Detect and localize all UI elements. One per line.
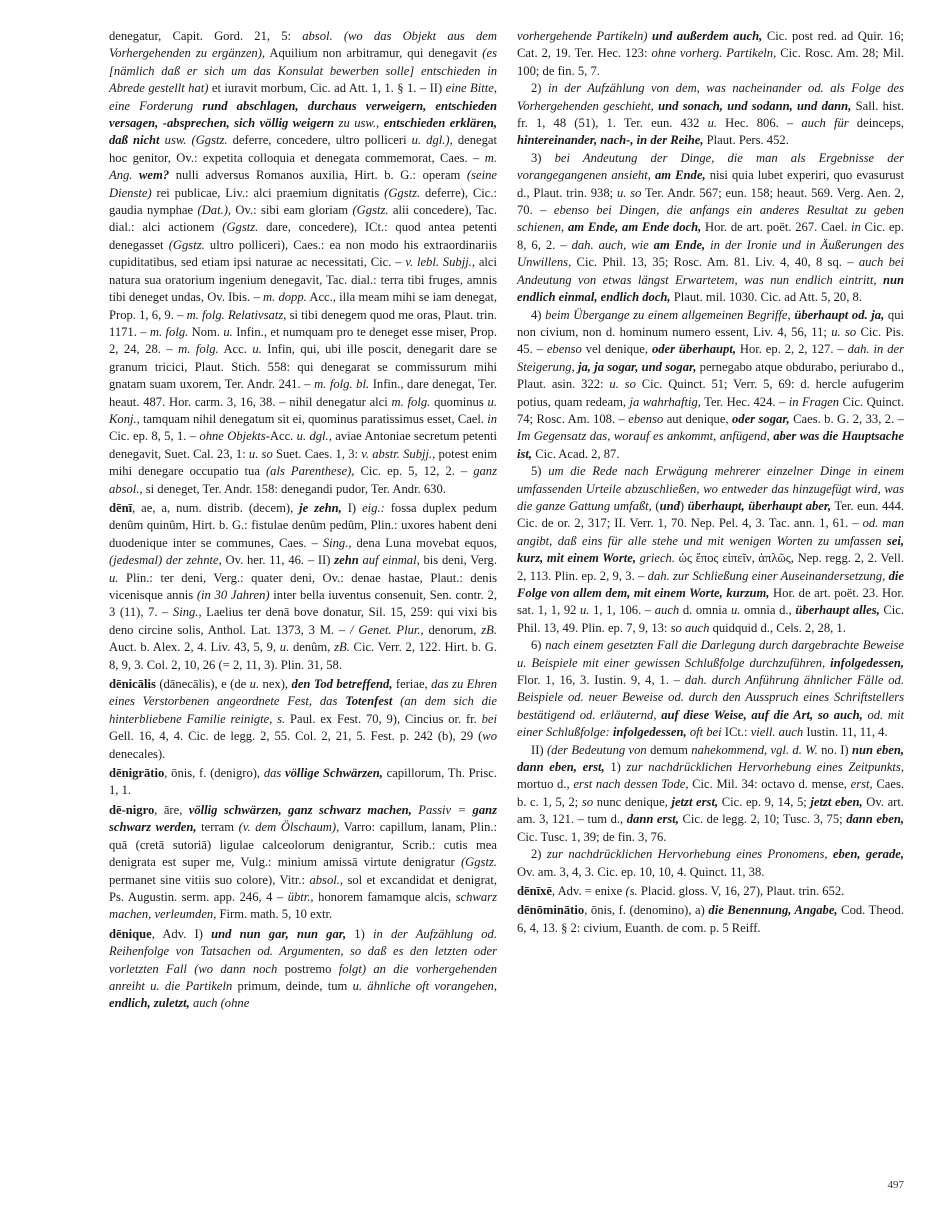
text-run: Cic. Pis. 45. – xyxy=(517,324,904,357)
italic-run: u. xyxy=(249,677,260,692)
translation-run: sei, kurz, mit einem Worte, xyxy=(517,533,905,566)
italic-run: schwarz machen, verleumden, xyxy=(109,889,497,922)
text-run: si deneget, Ter. Andr. 158: denegandi pudor, Ter. Andr. 630. xyxy=(142,481,446,496)
italic-run: (an dem sich die hinterbliebene Familie reinigte, s. xyxy=(109,694,497,726)
italic-run: u. xyxy=(707,116,718,131)
italic-run: (Ggstz. xyxy=(384,185,421,200)
text-run: Cic. de legg. 2, 10; Tusc. 3, 75; xyxy=(678,812,847,827)
italic-run: (Ggstz. xyxy=(352,203,389,218)
italic-run: nach einem gesetzten Fall die Darlegung durch dargebrachte Beweise u. Beispiele mit einer gewissen Schlußfolge durchzuführen, xyxy=(517,638,905,670)
italic-run: (s. xyxy=(625,883,638,898)
italic-run: ebenso bei Dingen, die anfangs ein anderes Resultat zu geben schienen, xyxy=(517,203,904,235)
text-run: Cic. Phil. 13, 49. Plin. ep. 7, 9, 13: xyxy=(517,603,904,635)
italic-run: auch für xyxy=(801,116,849,131)
left-column xyxy=(109,28,497,1013)
italic-run: od. mit einer Schlußfolge: xyxy=(517,707,905,740)
text-run: potest enim mihi denegare occupatio tua xyxy=(109,446,498,479)
italic-run: in der Ironie und in Äußerungen des Unwillens, xyxy=(517,237,904,270)
text-run: 2) xyxy=(531,847,547,862)
italic-run: (Ggstz. xyxy=(222,220,259,235)
text-run: 1) xyxy=(346,926,373,941)
text-run: Cic. Quinct. 51; Verr. 5, 69: d. hercle aufugerim potius, quam redeam, xyxy=(517,377,904,409)
text-run: Plin.: ter deni, Verg.: quater deni, Ov.: denae hastae, Plaut.: denis vicenisque annis xyxy=(109,570,497,602)
italic-run: auch (ohne xyxy=(192,996,250,1011)
italic-run: auch xyxy=(654,603,680,618)
italic-run: viell. auch xyxy=(750,725,804,740)
text-run: Caes. b. G. 2, 33, 2. – xyxy=(789,411,904,426)
text-run: tamquam nihil denegatum sit ei, quominus paratissimus esset, Cael. xyxy=(139,411,488,426)
text-run: Ter. Andr. 567; eun. 158; heaut. 569. Verg. Aen. 2, 70. – xyxy=(517,185,904,218)
italic-run: in der Aufzählung od. Reihenfolge von Tatsachen od. Argumenten, so daß es den letzten oder vorletzten Fall (wo dann noch xyxy=(109,926,497,976)
entry-paragraph xyxy=(517,883,904,900)
italic-run: so xyxy=(581,794,594,809)
headword: dēnī xyxy=(109,500,133,515)
italic-run: ohne Objekts xyxy=(199,429,266,444)
italic-run: (als Parenthese), xyxy=(265,464,355,479)
text-run: Ter. Hec. 424. – xyxy=(700,394,789,409)
translation-run: die Benennung, Angabe, xyxy=(708,903,838,918)
text-run: nisi quia lubet experiri, quo evasurust d., Plaut. trin. 938; xyxy=(517,168,905,200)
text-run: 1, 1, 106. – xyxy=(589,603,655,618)
italic-run: absol., xyxy=(309,872,344,887)
translation-run: dann eben, xyxy=(846,812,904,827)
italic-run: m. folg. Relativsatz, xyxy=(186,307,287,322)
text-run: Cic. ep. 9, 14, 5; xyxy=(718,794,811,809)
italic-run: (es [nämlich daß er sich um das Konsulat bewerben solle] entschieden in Abrede gestellt hat) xyxy=(109,46,497,96)
text-run: Hor. de art. poët. 23. Hor. sat. 1, 1, 92 xyxy=(517,586,904,618)
italic-run: absol. (wo das Objekt aus dem Vorhergehenden zu ergänzen), xyxy=(109,29,497,61)
text-run: Flor. 1, 16, 3. Iustin. 9, 4, 1. – xyxy=(517,673,685,688)
text-run: 3) xyxy=(531,150,555,165)
italic-run: in der Aufzählung von dem, was nacheinander od. als Folge des Vorhergehenden geschieht, xyxy=(517,81,904,113)
text-run: capillorum, Th. Prisc. 1, 1. xyxy=(109,766,498,798)
italic-run: erst nach dessen Tode, xyxy=(573,777,689,792)
text-run: (dānecālis), e (de xyxy=(155,677,250,692)
italic-run: (in 30 Jahren) xyxy=(196,588,270,602)
italic-run: u. so xyxy=(609,377,636,392)
italic-run: u. xyxy=(223,324,233,339)
translation-run: überhaupt od. ja, xyxy=(794,307,885,322)
text-run: denûm, xyxy=(289,640,335,655)
italic-run: u. dgl.), xyxy=(411,133,453,148)
italic-run: u. so xyxy=(248,446,273,461)
text-run: Firm. math. 5, 10 extr. xyxy=(216,907,333,922)
page-number: 497 xyxy=(887,1179,904,1191)
text-run: d. omnia xyxy=(679,603,731,618)
text-run: qui non civium, non d. hominum numero essent, Liv. 4, 56, 11; xyxy=(517,307,905,339)
text-run: alii concedere), Tac. dial.: alci actionem xyxy=(109,203,498,235)
text-run: Plaut. mil. 1030. Cic. ad Att. 5, 20, 8. xyxy=(670,290,862,305)
text-run: 4) xyxy=(531,307,546,322)
text-run: ) xyxy=(679,498,688,513)
text-run: Cic. Quinct. 74; Rosc. Am. 108. – xyxy=(517,394,905,426)
italic-run: m. folg. xyxy=(391,394,431,409)
italic-run: ja wahrhaftig, xyxy=(629,394,701,409)
headword: dēnigrātio xyxy=(109,766,165,781)
text-run: -Acc. xyxy=(265,429,297,444)
translation-run: und sonach, und sodann, und dann, xyxy=(658,98,852,113)
italic-run: u. xyxy=(252,342,262,357)
text-run: honorem famamque alcis, xyxy=(313,889,456,904)
italic-run: Passiv = xyxy=(418,802,467,817)
headword: dēnicālis xyxy=(109,677,156,692)
translation-run: überhaupt alles, xyxy=(795,603,880,618)
italic-run: in Fragen xyxy=(788,394,840,409)
translation-run: den Tod betreffend, xyxy=(291,677,393,692)
text-run: denegatur, Capit. Gord. 21, 5: xyxy=(109,29,303,43)
text-run: Cic. ep. 8, 5, 1. – xyxy=(109,429,200,444)
italic-run: so auch xyxy=(670,620,710,635)
text-run: denegat hoc genitor, Ov.: expetita colloquia et denegata commemorat, Caes. – xyxy=(109,133,497,165)
translation-run: eben, gerade, xyxy=(832,847,904,862)
entry-paragraph xyxy=(109,500,497,674)
text-run: dare, concedere), ICt.: quod antea petenti denegasset xyxy=(109,220,497,252)
italic-run: zur nachdrücklichen Hervorhebung eines Zeitpunkts, xyxy=(626,760,904,775)
text-run: deinceps, xyxy=(848,116,905,131)
translation-run: völlige Schwärzen, xyxy=(285,766,383,781)
text-run: Ov. her. 11, 46. – II) xyxy=(221,553,335,568)
translation-run: rund abschlagen, durchaus verweigern, entschieden versagen, -absprechen, sich völlig weigern xyxy=(109,98,497,131)
text-run: 1) xyxy=(604,760,627,775)
italic-run: ebenso xyxy=(546,342,582,357)
translation-run: infolgedessen, xyxy=(830,655,904,670)
italic-run: u. ähnliche oft vorangehen, xyxy=(352,978,497,993)
italic-run: (v. dem Ölschaum), xyxy=(238,820,340,835)
text-run: Cod. Theod. 6, 4, 13. § 2: civium, Euanth. de com. p. 5 Reiff. xyxy=(517,903,904,935)
text-run: , āre, xyxy=(154,802,189,817)
italic-run: u. xyxy=(580,603,590,618)
text-run: 6) xyxy=(531,638,546,653)
italic-run: zu usw., xyxy=(338,116,380,131)
text-run: Iustin. 11, 11, 4. xyxy=(803,725,888,740)
text-run: vel denique, xyxy=(581,342,652,357)
italic-run: m. Ang. xyxy=(109,150,497,183)
entry-paragraph xyxy=(517,28,904,80)
entry-paragraph xyxy=(517,742,904,846)
entry-paragraph xyxy=(517,307,904,464)
italic-run: Im Gegensatz das, worauf es ankommt, anfügend, xyxy=(517,429,770,444)
text-run xyxy=(392,694,400,708)
text-run: Cic. ep. 8, 6, 2. – xyxy=(517,220,904,252)
translation-run: je zehn, xyxy=(299,500,342,515)
text-run: ὡς ἔπος εἰπεῖν, ἁπλῶς, Nep. regg. 2, 2. Vell. 2, 113. Plin. ep. 2, 9, 3. – xyxy=(517,551,904,583)
italic-run: m. folg. xyxy=(178,342,219,357)
italic-run: folgt) an die vorhergehenden anreiht u. die Partikeln xyxy=(109,961,497,993)
text-run: demum xyxy=(646,742,692,757)
text-run: permanet sine vitiis suo colore), Vitr.: xyxy=(109,872,310,887)
entry-paragraph xyxy=(109,765,497,800)
text-run: mortuo d., xyxy=(517,777,574,792)
text-run: Hor. de art. poët. 267. Cael. xyxy=(701,220,851,235)
italic-run: ganz absol., xyxy=(109,464,497,496)
text-run: Cic. post red. ad Quir. 16; Cat. 2, 19. Ter. Hec. 123: xyxy=(517,29,904,61)
italic-run: übtr., xyxy=(287,889,314,904)
text-run: Suet. Caes. 1, 3: xyxy=(272,446,362,461)
text-run: si tibi denegem quod me oras, Plaut. trin. 1171. – xyxy=(109,307,497,339)
italic-run: dah. zur Schließung einer Auseinandersetzung, xyxy=(647,568,886,583)
text-run: no. I) xyxy=(817,742,852,757)
italic-run: Sing., xyxy=(172,605,202,620)
text-run: , Adv. I) xyxy=(151,926,212,941)
text-run: Ov. art. am. 3, 121. – tum d., xyxy=(517,794,905,827)
italic-run: m. folg. bl. xyxy=(314,377,370,392)
italic-run: (Ggstz. xyxy=(460,855,497,870)
text-run: quidquid d., Cels. 2, 28, 1. xyxy=(709,620,846,635)
italic-run: u. xyxy=(279,640,290,655)
text-run: Plaut. Pers. 452. xyxy=(703,133,789,148)
italic-run: dah. auch, wie xyxy=(571,237,649,252)
italic-run: dah. in der Steigerung, xyxy=(517,342,904,374)
translation-run: Totenfest xyxy=(345,694,393,709)
italic-run: (jedesmal) der zehnte, xyxy=(109,553,222,568)
entry-paragraph xyxy=(517,80,904,150)
italic-run: erst, xyxy=(850,777,873,792)
text-run: primum, deinde, tum xyxy=(232,978,353,993)
italic-run: wo xyxy=(482,729,497,744)
text-run: Infin., dare denegat, Ter. heaut. 487. Hor. carm. 3, 16, 38. – nihil denegatur alci xyxy=(109,377,497,409)
text-run: rei publicae, Liv.: alci praemium dignitatis xyxy=(151,185,385,200)
text-run: Ter. eun. 444. Cic. de or. 2, 317; II. Verr. 1, 70. Nep. Pel. 4, 3. Tac. ann. 1, 61. – xyxy=(517,498,905,531)
italic-run: bei Andeutung der Dinge, die man als Ergebnisse der vorangegangenen ansieht, xyxy=(517,150,904,183)
translation-run: zehn xyxy=(334,553,359,568)
text-run: et iuravit morbum, Cic. ad Att. 1, 1. § 1. – II) xyxy=(208,81,446,96)
text-run: Placid. gloss. V, 16, 27), Plaut. trin. 652. xyxy=(637,883,845,898)
text-run: denorum, xyxy=(423,622,482,637)
italic-run: in xyxy=(851,220,861,235)
translation-run: und nun gar, nun gar, xyxy=(211,926,347,941)
text-run: Infin, qui, ubi ille poscit, denegarit dare se granum tricici, Plaut. Stich. 558: qui denegarat se commissurum mihi gnatam suam uxorem, Ter. Andr. 241. – xyxy=(109,342,497,392)
translation-run: endlich, zuletzt, xyxy=(109,996,190,1011)
italic-run: zB. xyxy=(481,622,497,637)
text-run: pernegabo atque obdurabo, periurabo d., Plaut. asin. 322: xyxy=(517,359,904,392)
text-run: Hec. 806. – xyxy=(717,116,802,131)
entry-paragraph xyxy=(517,150,904,307)
text-run: Auct. b. Alex. 2, 4. Liv. 43, 5, 9, xyxy=(109,640,280,655)
italic-run: nahekommend, vgl. d. W. xyxy=(691,742,818,757)
text-run: , ōnis, f. (denigro), xyxy=(164,766,264,781)
translation-run: oder sogar, xyxy=(732,411,790,426)
entry-paragraph xyxy=(109,802,497,924)
translation-run: ganz schwarz werden, xyxy=(109,802,498,835)
translation-run: oder überhaupt, xyxy=(651,342,736,357)
text-run: Laelius ter denā bove donatur, Sil. 15, 259: qui vixi bis deno circine solis, Anthol. Lat. 1373, 3 M. – xyxy=(109,605,498,637)
italic-run: beim Übergange zu einem allgemeinen Begriffe, xyxy=(545,307,791,322)
text-run: II) xyxy=(531,742,547,757)
translation-run: die Folge von allem dem, mit einem Worte, kurzum, xyxy=(517,568,904,600)
text-run: terram xyxy=(196,820,239,835)
text-run: Cic. Acad. 2, 87. xyxy=(532,446,620,461)
italic-run: u. so xyxy=(831,324,857,339)
text-run: nunc denique, xyxy=(593,794,672,809)
translation-run: aber was die Hauptsache ist, xyxy=(517,429,904,461)
italic-run: bei xyxy=(481,711,497,726)
text-run: Paul. ex Fest. 70, 9), Cincius or. fr. xyxy=(285,711,482,726)
entry-paragraph xyxy=(109,28,497,498)
translation-run: jetzt erst, xyxy=(671,794,719,809)
text-run: Hor. ep. 2, 2, 127. – xyxy=(735,342,848,357)
text-run: I) xyxy=(341,500,363,515)
headword: dē-nigro xyxy=(109,802,155,817)
text-run: dena Luna movebat equos, xyxy=(351,535,497,550)
italic-run: (Dat.), xyxy=(197,203,232,218)
translation-run: infolgedessen, xyxy=(612,725,687,740)
right-column xyxy=(517,28,904,937)
entry-paragraph xyxy=(109,676,497,763)
text-run: , Adv. = enixe xyxy=(551,883,626,898)
italic-run: griech. xyxy=(639,551,675,566)
text-run: , ōnis, f. (denomino), a) xyxy=(584,903,709,918)
translation-run: völlig schwärzen, ganz schwarz machen, xyxy=(188,802,412,817)
text-run: deferre), Cic.: gaudia nymphae xyxy=(109,185,497,218)
headword: dēnōminātio xyxy=(517,903,585,918)
translation-run: überhaupt, überhaupt aber, xyxy=(687,498,832,513)
text-run: ultro polliceri), Caes.: ea non modo his extraordinariis cupiditatibus, sed etiam ipsi naturae ac necessitati, Cic. – xyxy=(109,237,498,270)
text-run: Gell. 16, 4, 4. Cic. de legg. 2, 55. Col. 2, 21, 5. Fest. p. 242 (b), 29 ( xyxy=(109,729,483,744)
text-run: aut denique, xyxy=(663,411,732,426)
italic-run: eine Bitte, eine Forderung xyxy=(109,81,497,113)
text-run: 2) xyxy=(531,81,548,96)
text-run: sol et excandidat et denigrat, Ps. Augustin. serm. app. 246, 4 – xyxy=(109,872,498,904)
italic-run: in xyxy=(487,411,497,426)
italic-run: auf einmal, xyxy=(362,553,420,568)
text-run: Acc., illa meam mihi se iam denegat, Prop. 1, 6, 9. – xyxy=(109,290,497,322)
text-run: Caes. b. c. 1, 5, 2; xyxy=(517,777,904,809)
text-run: Nom. xyxy=(188,324,224,339)
italic-run: vorhergehende Partikeln) xyxy=(517,29,648,43)
text-run: Cic. ep. 5, 12, 2. – xyxy=(354,464,474,479)
translation-run: dann erst, xyxy=(626,812,679,827)
text-run: Sall. hist. fr. 1, 48 (51), 1. Ter. eun. 432 xyxy=(517,98,904,131)
translation-run: am Ende, xyxy=(653,237,706,252)
translation-run: nun endlich einmal, endlich doch, xyxy=(517,272,904,305)
text-run: postremo xyxy=(277,961,339,976)
italic-run: Sing., xyxy=(322,535,352,550)
translation-run: am Ende, xyxy=(654,168,706,183)
text-run: inter bella iuventus consenuit, Sen. contr. 2, 3 (11), 7. – xyxy=(109,588,497,620)
text-run: Cic. Mil. 34: octavo d. mense, xyxy=(688,777,851,792)
italic-run: u. Konj., xyxy=(109,394,497,426)
translation-run: ja, ja sogar, und sogar, xyxy=(577,359,697,374)
translation-run: wem? xyxy=(139,168,170,183)
text-run: feriae, xyxy=(392,677,432,692)
text-run: ICt.: xyxy=(721,725,751,740)
text-run: , ae, a, num. distrib. (decem), xyxy=(132,500,300,515)
text-run: deferre, concedere, ultro polliceri xyxy=(227,133,412,148)
translation-run: nun eben, dann eben, erst, xyxy=(517,742,904,775)
italic-run: zB. xyxy=(334,640,350,655)
italic-run: dah. durch Anführung ähnlicher Fälle od. Beispiele od. neuer Beweise od. durch den Ausspruch eines Schriftstellers bestätigend od. erläuternd, xyxy=(517,673,904,722)
italic-run: auch bei Andeutung von etwas längst Erwartetem, was nun endlich eintritt, xyxy=(517,255,905,287)
text-run: denecales). xyxy=(109,746,166,761)
text-run: ( xyxy=(651,498,660,513)
italic-run: u. xyxy=(109,570,119,585)
italic-run: / Genet. Plur., xyxy=(350,622,424,637)
translation-run: jetzt eben, xyxy=(810,794,863,809)
text-run: aviae Antoniae secretum petenti denegavit, Suet. Cal. 23, 1: xyxy=(109,429,498,461)
italic-run: u. xyxy=(730,603,741,618)
text-run: 5) xyxy=(531,464,549,479)
headword: dēnīxē xyxy=(517,883,552,898)
text-run: nulli adversus Romanos auxilia, Hirt. b. G.: operam xyxy=(169,168,467,183)
italic-run: v. lebl. Subjj., xyxy=(405,255,475,270)
text-run: Ov.: sibi eam gloriam xyxy=(231,203,353,218)
text-run: Infin., et numquam pro te deneget esse miser, Prop. 2, 24, 28. – xyxy=(109,324,497,357)
text-run: quominus xyxy=(430,394,488,409)
italic-run: u. so xyxy=(616,185,642,200)
text-run: Cic. Rosc. Am. 28; Mil. 100; de fin. 5, 7. xyxy=(517,46,904,78)
text-run: fossa duplex pedum denûm quinûm, Hirt. b. G.: fistulae denûm pedûm, Plin.: uxores habent deni duodenique inter se communes, Caes. – xyxy=(109,500,498,550)
italic-run: u. dgl., xyxy=(296,429,332,444)
text-run: Cic. Phil. 13, 35; Rosc. Am. 81. Liv. 4, 40, 8 sq. – xyxy=(571,255,859,270)
entry-paragraph xyxy=(109,926,497,1013)
italic-run: m. folg. xyxy=(149,324,189,339)
entry-paragraph xyxy=(517,902,904,937)
translation-run: hintereinander, nach-, in der Reihe, xyxy=(517,133,704,148)
italic-run: das zu Ehren eines Verstorbenen angeordnete Fest, das xyxy=(109,677,497,709)
text-run: alci natura sua oratorium ingenium denegavit, Tac. dial.: terra tibi fruges, amnis tibi deneget undas, Ov. Ibis. – xyxy=(109,255,497,305)
text-run: bis deni, Verg. xyxy=(419,553,498,568)
text-run: omnia d., xyxy=(740,603,796,618)
text-run: nex), xyxy=(259,677,292,692)
italic-run: um die Rede nach Erwägung mehrerer einzelner Dinge in einem umfassenden Urteile abzuschließen, wo entweder das hinzugefügt wird, was die ganze Gattung umfaßt, xyxy=(517,464,904,513)
italic-run: ebenso xyxy=(628,411,664,426)
text-run: Aquilium non arbitramur, qui denegavit xyxy=(265,46,483,61)
text-run: Acc. xyxy=(218,342,253,357)
text-run xyxy=(193,99,202,113)
entry-paragraph xyxy=(517,846,904,881)
translation-run: und außerdem auch, xyxy=(652,29,763,43)
italic-run: (der Bedeutung von xyxy=(546,742,647,757)
italic-run: od. man angibt, daß eins für alle stehe und mit wenigen Worten zu umfassen xyxy=(517,516,904,548)
italic-run: usw. (Ggstz. xyxy=(164,133,228,148)
italic-run: oft bei xyxy=(689,725,722,740)
italic-run: ohne vorherg. Partikeln, xyxy=(651,46,777,61)
entry-paragraph xyxy=(517,463,904,637)
text-run: Cic. Verr. 2, 122. Hirt. b. G. 8, 9, 3. Col. 2, 10, 26 (= 2, 11, 3). Plin. 31, 58. xyxy=(109,640,497,672)
headword: dēnique xyxy=(109,926,152,941)
text-run: Cic. Tusc. 1, 39; de fin. 3, 76. xyxy=(517,829,667,844)
translation-run: am Ende, am Ende doch, xyxy=(567,220,702,235)
italic-run: v. abstr. Subjj., xyxy=(361,446,436,461)
text-run: Ov. am. 3, 4, 3. Cic. ep. 10, 10, 4. Quinct. 11, 38. xyxy=(517,864,765,879)
text-run: Varro: capillum, lanam, Plin.: quā (cretā sutoriā) ligulae calceolorum denigrantur, Scrib.: cutis mea denigrata est super me, Vulg.: minium amissā virtute denigratur xyxy=(109,820,498,870)
italic-run: m. dopp. xyxy=(262,290,307,305)
entry-paragraph xyxy=(517,637,904,741)
translation-run: entschieden erklären, daß nicht xyxy=(109,116,497,148)
italic-run: zur nachdrücklichen Hervorhebung eines Pronomens, xyxy=(546,847,828,862)
translation-run: und xyxy=(659,498,680,513)
italic-run: (Ggstz. xyxy=(168,237,205,252)
italic-run: eig.: xyxy=(362,500,385,515)
translation-run: auf diese Weise, auf die Art, so auch, xyxy=(661,707,863,722)
italic-run: (seine Dienste) xyxy=(109,168,497,200)
italic-run: das xyxy=(263,766,282,781)
